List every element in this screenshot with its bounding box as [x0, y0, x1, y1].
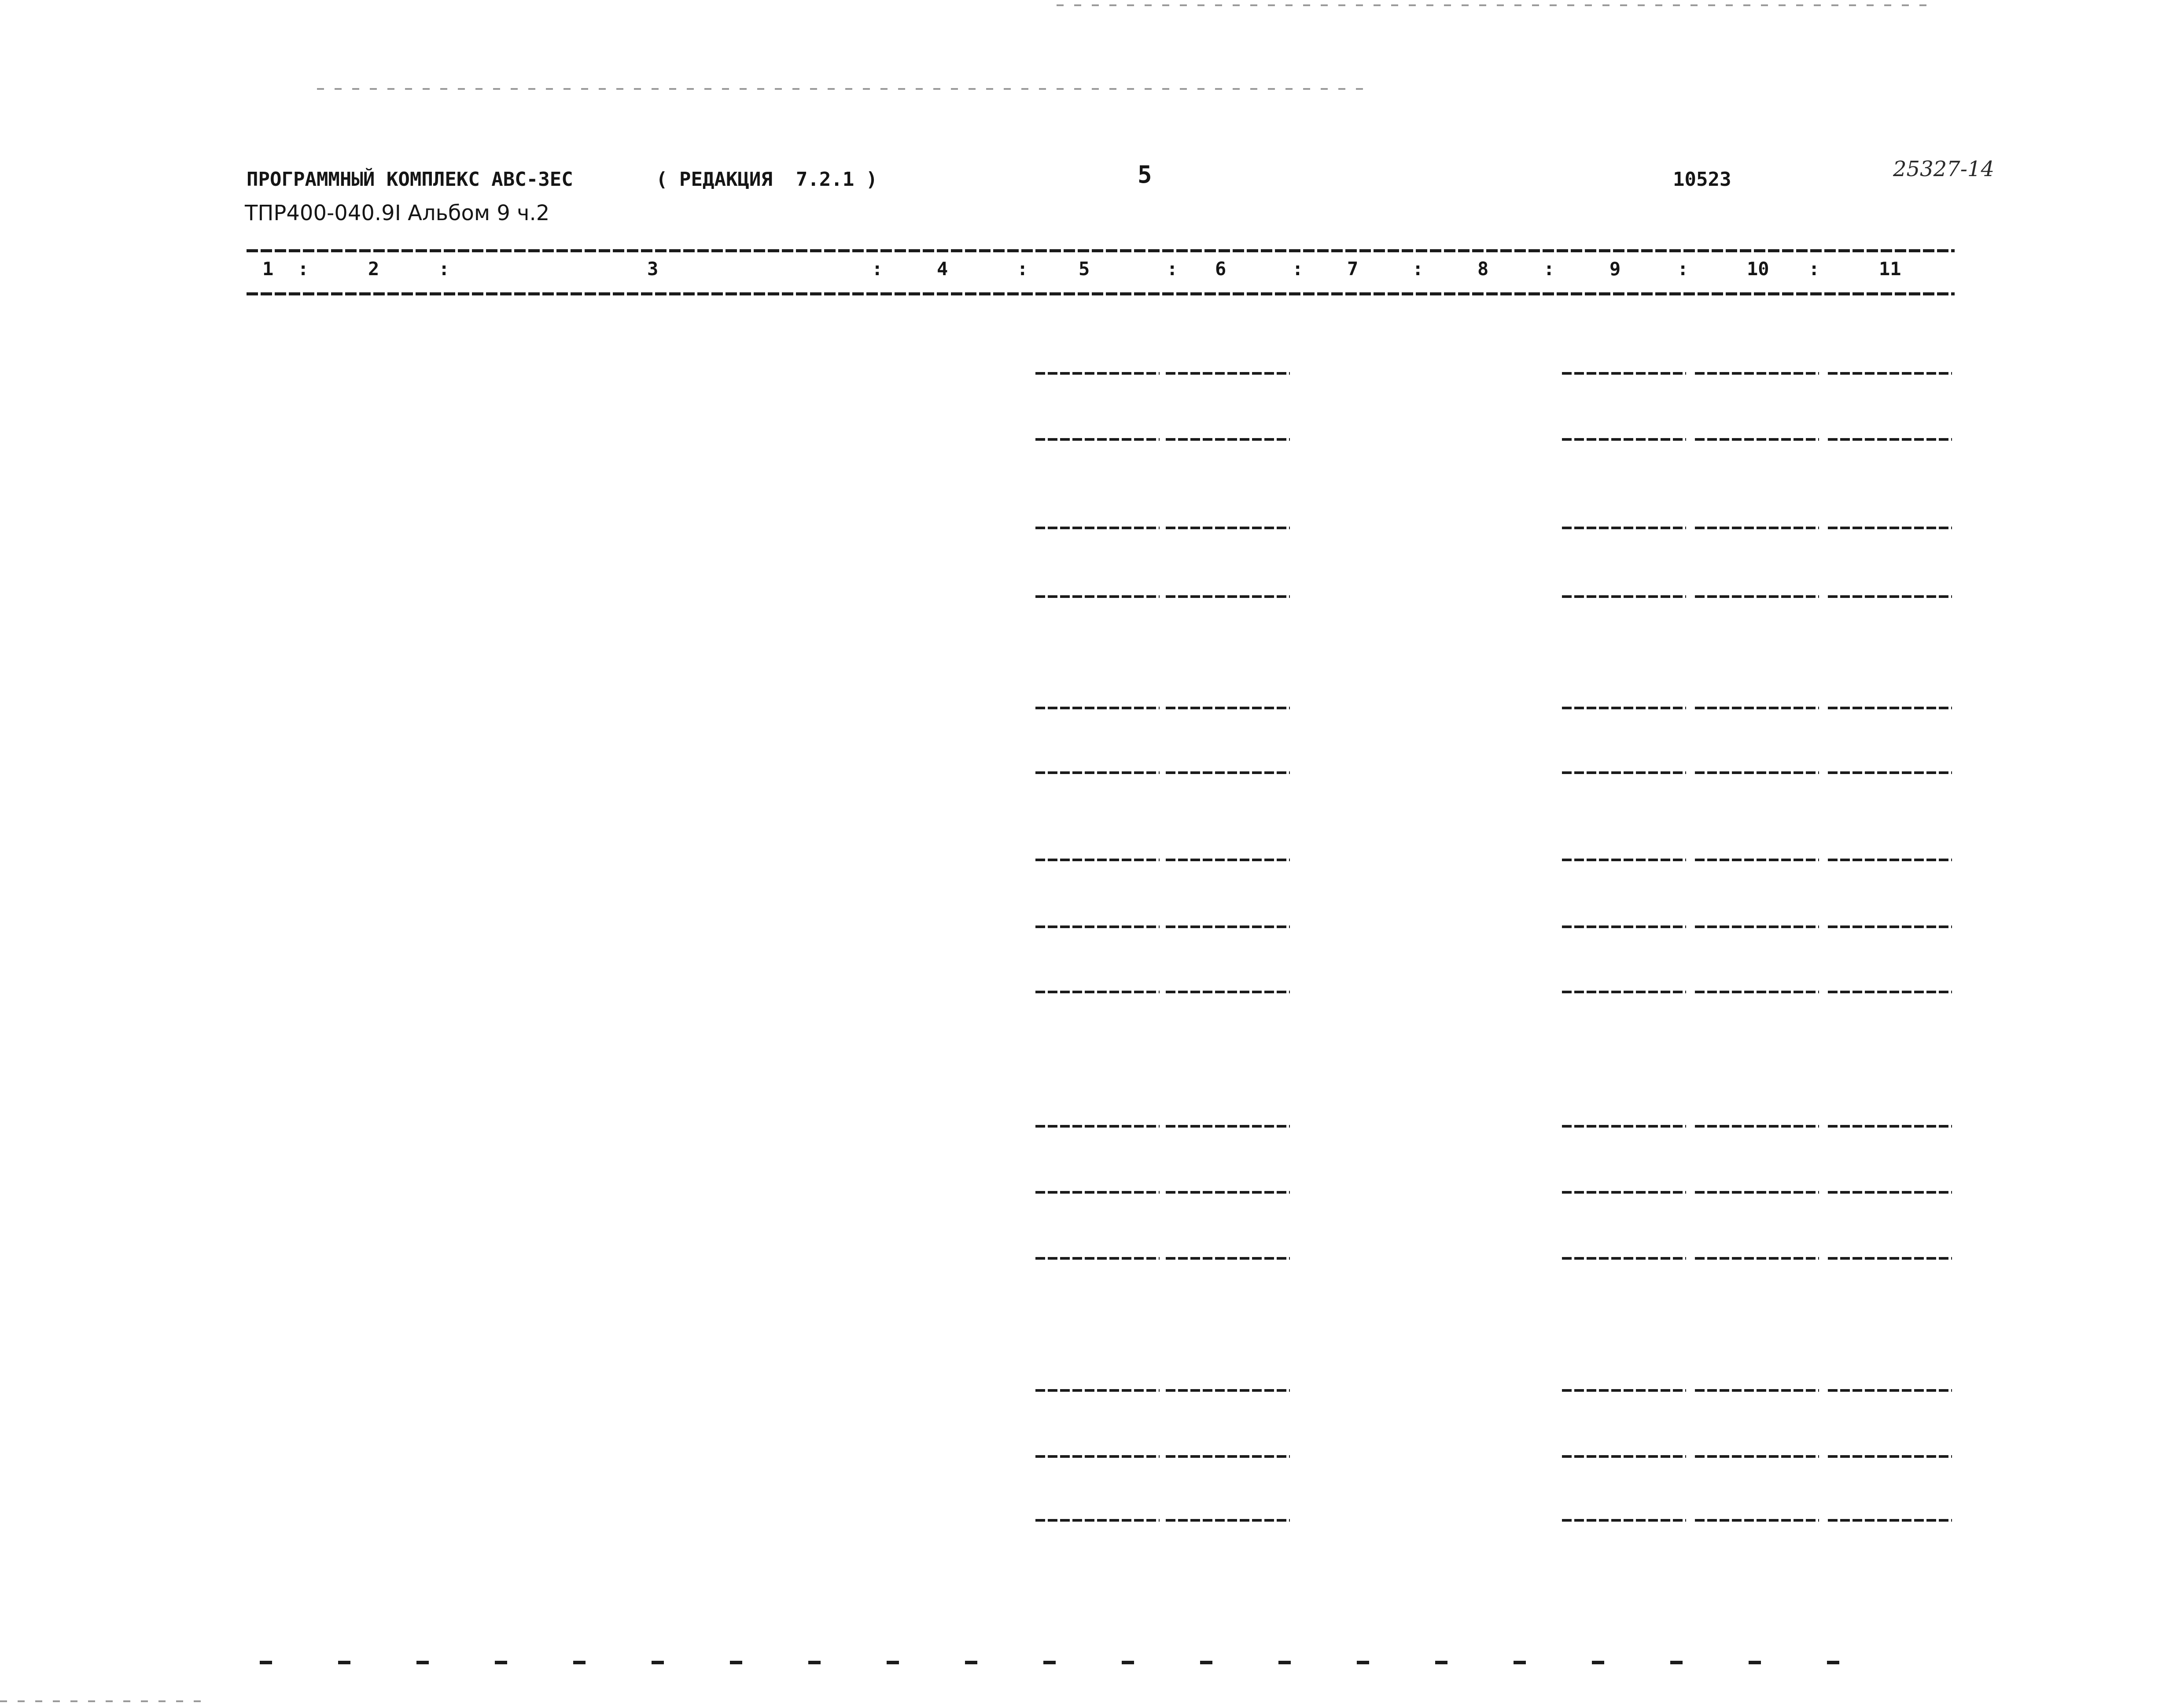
cell-underline — [1695, 372, 1819, 375]
footer-dash — [338, 1661, 350, 1664]
cell-underline — [1166, 859, 1290, 861]
project-title: ТПР400-040.9I Альбом 9 ч.2 — [245, 201, 550, 225]
cell-underline — [1695, 595, 1819, 598]
column-separator: : — [1017, 258, 1028, 280]
cell-underline — [1828, 527, 1952, 529]
table-top-rule — [247, 249, 1955, 252]
column-separator: : — [1543, 258, 1555, 280]
cell-underline — [1166, 1125, 1290, 1128]
cell-underline — [1562, 859, 1686, 861]
column-header-9: 9 — [1609, 258, 1621, 280]
cell-underline — [1695, 1455, 1819, 1458]
cell-underline — [1695, 925, 1819, 928]
cell-underline — [1695, 859, 1819, 861]
cell-underline — [1035, 991, 1160, 993]
cell-underline — [1562, 595, 1686, 598]
cell-underline — [1562, 372, 1686, 375]
cell-underline — [1562, 1455, 1686, 1458]
cell-underline — [1166, 991, 1290, 993]
cell-underline — [1562, 1125, 1686, 1128]
footer-dash — [887, 1661, 899, 1664]
cell-underline — [1166, 595, 1290, 598]
cell-underline — [1695, 1191, 1819, 1194]
cell-underline — [1035, 1519, 1160, 1522]
cell-underline — [1166, 1257, 1290, 1260]
cell-underline — [1695, 438, 1819, 441]
cell-underline — [1166, 527, 1290, 529]
footer-dash — [1670, 1661, 1683, 1664]
cell-underline — [1035, 595, 1160, 598]
cell-underline — [1166, 1191, 1290, 1194]
footer-dash — [573, 1661, 586, 1664]
footer-dash — [1749, 1661, 1761, 1664]
cell-underline — [1562, 438, 1686, 441]
program-title: ПРОГРАММНЫЙ КОМПЛЕКС АВС-ЗЕС — [247, 168, 573, 191]
cell-underline — [1166, 372, 1290, 375]
cell-underline — [1695, 991, 1819, 993]
column-header-11: 11 — [1879, 258, 1901, 280]
cell-underline — [1828, 372, 1952, 375]
cell-underline — [1695, 707, 1819, 709]
column-separator: : — [1808, 258, 1820, 280]
column-header-5: 5 — [1079, 258, 1090, 280]
scan-noise-line — [317, 88, 1374, 90]
column-header-8: 8 — [1477, 258, 1489, 280]
cell-underline — [1035, 372, 1160, 375]
cell-underline — [1828, 1519, 1952, 1522]
cell-underline — [1828, 1389, 1952, 1392]
column-separator: : — [438, 258, 450, 280]
cell-underline — [1166, 1389, 1290, 1392]
cell-underline — [1828, 595, 1952, 598]
cell-underline — [1562, 527, 1686, 529]
cell-underline — [1562, 1257, 1686, 1260]
cell-underline — [1562, 707, 1686, 709]
footer-dash — [1592, 1661, 1604, 1664]
cell-underline — [1562, 1389, 1686, 1392]
cell-underline — [1035, 1191, 1160, 1194]
cell-underline — [1035, 1257, 1160, 1260]
page-number: 5 — [1138, 161, 1152, 188]
footer-dash — [260, 1661, 272, 1664]
cell-underline — [1166, 438, 1290, 441]
column-header-6: 6 — [1215, 258, 1226, 280]
cell-underline — [1695, 1389, 1819, 1392]
cell-underline — [1035, 1125, 1160, 1128]
column-header-2: 2 — [368, 258, 379, 280]
footer-dash — [1435, 1661, 1447, 1664]
cell-underline — [1562, 1191, 1686, 1194]
scan-noise-line — [1057, 4, 1937, 6]
cell-underline — [1035, 438, 1160, 441]
cell-underline — [1035, 1455, 1160, 1458]
column-separator: : — [1292, 258, 1304, 280]
column-header-7: 7 — [1347, 258, 1359, 280]
cell-underline — [1695, 1125, 1819, 1128]
cell-underline — [1828, 707, 1952, 709]
footer-dash — [1357, 1661, 1369, 1664]
column-separator: : — [1412, 258, 1424, 280]
scan-edge-line — [0, 1700, 211, 1702]
footer-dash — [1827, 1661, 1839, 1664]
footer-dash — [1278, 1661, 1291, 1664]
footer-dash — [1514, 1661, 1526, 1664]
handwritten-stamp: 25327-14 — [1893, 157, 1994, 181]
column-header-1: 1 — [262, 258, 274, 280]
footer-dash — [1043, 1661, 1056, 1664]
cell-underline — [1166, 771, 1290, 774]
cell-underline — [1828, 991, 1952, 993]
cell-underline — [1828, 859, 1952, 861]
column-separator: : — [872, 258, 883, 280]
cell-underline — [1166, 707, 1290, 709]
cell-underline — [1035, 1389, 1160, 1392]
column-header-10: 10 — [1747, 258, 1769, 280]
cell-underline — [1828, 1191, 1952, 1194]
cell-underline — [1562, 1519, 1686, 1522]
column-separator: : — [1677, 258, 1689, 280]
footer-dash — [808, 1661, 821, 1664]
cell-underline — [1562, 925, 1686, 928]
cell-underline — [1695, 527, 1819, 529]
footer-dash — [416, 1661, 429, 1664]
cell-underline — [1035, 771, 1160, 774]
column-separator: : — [298, 258, 309, 280]
footer-dash — [730, 1661, 742, 1664]
footer-dash — [1200, 1661, 1212, 1664]
cell-underline — [1695, 1519, 1819, 1522]
cell-underline — [1562, 991, 1686, 993]
cell-underline — [1035, 859, 1160, 861]
cell-underline — [1828, 1257, 1952, 1260]
footer-dash — [652, 1661, 664, 1664]
cell-underline — [1828, 771, 1952, 774]
cell-underline — [1166, 1519, 1290, 1522]
edition-label: ( РЕДАКЦИЯ 7.2.1 ) — [656, 168, 878, 191]
cell-underline — [1166, 925, 1290, 928]
footer-dash — [495, 1661, 507, 1664]
cell-underline — [1166, 1455, 1290, 1458]
column-separator: : — [1167, 258, 1178, 280]
cell-underline — [1828, 438, 1952, 441]
cell-underline — [1828, 925, 1952, 928]
footer-dash — [1122, 1661, 1134, 1664]
column-header-3: 3 — [647, 258, 659, 280]
document-code: 10523 — [1673, 168, 1731, 191]
cell-underline — [1562, 771, 1686, 774]
cell-underline — [1695, 771, 1819, 774]
cell-underline — [1035, 707, 1160, 709]
cell-underline — [1035, 925, 1160, 928]
cell-underline — [1695, 1257, 1819, 1260]
column-header-4: 4 — [937, 258, 948, 280]
cell-underline — [1035, 527, 1160, 529]
cell-underline — [1828, 1125, 1952, 1128]
footer-dash — [965, 1661, 977, 1664]
table-header-rule — [247, 292, 1955, 295]
cell-underline — [1828, 1455, 1952, 1458]
